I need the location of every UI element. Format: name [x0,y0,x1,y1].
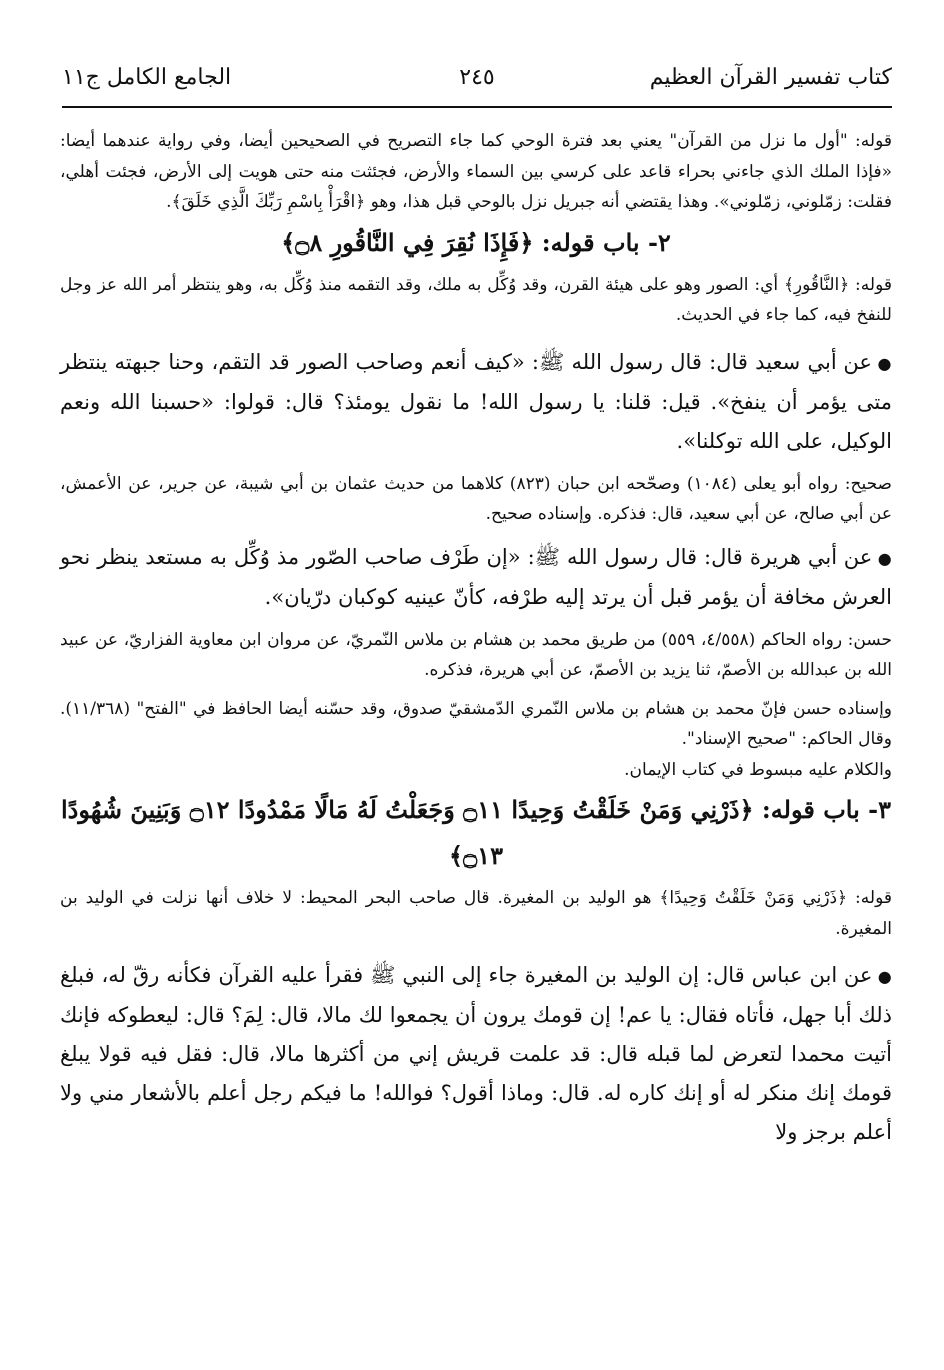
hadith-paragraph: ● عن أبي هريرة قال: قال رسول الله ﷺ: «إن طَرْف صاحب الصّور مذ وُكِّل به مستعد ينظر نحو العرش مخافة أن يؤمر قبل أن يرتد إليه طرْفه، كأنّ عينيه كوكبان درّيان». [60,538,892,617]
header-rule [62,106,892,108]
commentary-paragraph: قوله: ﴿النَّاقُورِ﴾ أي: الصور وهو على هيئة القرن، وقد وُكِّل به ملك، وقد التقمه منذ وُكِّل به، وهو ينتظر أمر الله عز وجل للنفخ فيه، كما جاء في الحديث. [60,274,892,325]
hadith-paragraph: ● عن ابن عباس قال: إن الوليد بن المغيرة جاء إلى النبي ﷺ فقرأ عليه القرآن فكأنه رقّ له، فبلغ ذلك أبا جهل، فأتاه فقال: يا عم! إن قومك يرون أن يجمعوا لك مالا، قال: لِمَ؟ قال: ليعطوكه فإنك أتيت محمدا لتعرض لما قبله قال: قد علمت قريش إني من أكثرها مالا، قال: فقل فيه قولا يبلغ قومك إنك منكر له أو إنك كاره له. قال: وماذا أقول؟ فوالله! ما فيكم رجل أعلم بالأشعار مني ولا أعلم برجز ولا [60,956,892,1152]
commentary-paragraph: قوله: ﴿ذَرْنِي وَمَنْ خَلَقْتُ وَحِيدًا﴾ هو الوليد بن المغيرة. قال صاحب البحر المحيط: لا خلاف أنها نزلت في الوليد بن المغيرة. [60,888,892,939]
commentary-paragraph: قوله: "أول ما نزل من القرآن" يعني بعد فترة الوحي كما جاء التصريح في الصحيحين أيضا، وفي رواية عندهما أيضا: «فإذا الملك الذي جاءني بحراء قاعد على كرسي بين السماء والأرض، فجئثت منه حتى هويت إلى الأرض، فجئت أهلي، فقلت: زمّلوني، زمّلوني». وهذا يقتضي أنه جبريل نزل بالوحي قبل هذا، وهو ﴿اقْرَأْ بِاسْمِ رَبِّكَ الَّذِي خَلَقَ﴾. [60,131,892,212]
section-heading: ٢- باب قوله: ﴿فَإِذَا نُقِرَ فِي النَّاقُورِ ۝٨﴾ [281,227,671,257]
book-title: كتاب تفسير القرآن العظيم [649,65,892,90]
volume-title: الجامع الكامل ج١١ [62,65,232,90]
takhrij-paragraph: صحيح: رواه أبو يعلى (١٠٨٤) وصحّحه ابن حبان (٨٢٣) كلاهما من حديث عثمان بن أبي شيبة، عن جرير، عن الأعمش، عن أبي صالح، عن أبي سعيد، قال: فذكره. وإسناده صحيح. [60,473,892,524]
section-heading: ٣- باب قوله: ﴿ذَرْنِي وَمَنْ خَلَقْتُ وَحِيدًا ۝١١ وَجَعَلْتُ لَهُ مَالًا مَمْدُودًا ۝١٢ وَبَنِينَ شُهُودًا ۝١٣﴾ [61,795,891,870]
commentary-paragraph: والكلام عليه مبسوط في كتاب الإيمان. [624,759,892,780]
page-number: ٢٤٥ [459,65,495,90]
takhrij-paragraph: وإسناده حسن فإنّ محمد بن هشام بن ملاس النّمري الدّمشقيّ صدوق، وقد حسّنه أيضا الحافظ في "الفتح" (١١/٣٦٨). وقال الحاكم: "صحيح الإسناد". [60,698,892,749]
hadith-paragraph: ● عن أبي سعيد قال: قال رسول الله ﷺ: «كيف أنعم وصاحب الصور قد التقم، وحنا جبهته ينتظر متى يؤمر أن ينفخ». قيل: قلنا: يا رسول الله! ما نقول يومئذ؟ قال: قولوا: «حسبنا الله ونعم الوكيل، على الله توكلنا». [60,343,892,461]
takhrij-paragraph: حسن: رواه الحاكم (٤/٥٥٨، ٥٥٩) من طريق محمد بن هشام بن ملاس النّمريّ، عن مروان ابن معاوية الفزاريّ، عن عبيد الله بن عبدالله بن الأصمّ، ثنا يزيد بن الأصمّ، عن أبي هريرة، فذكره. [60,629,893,680]
running-header [62,58,892,98]
page-body [60,126,892,1152]
